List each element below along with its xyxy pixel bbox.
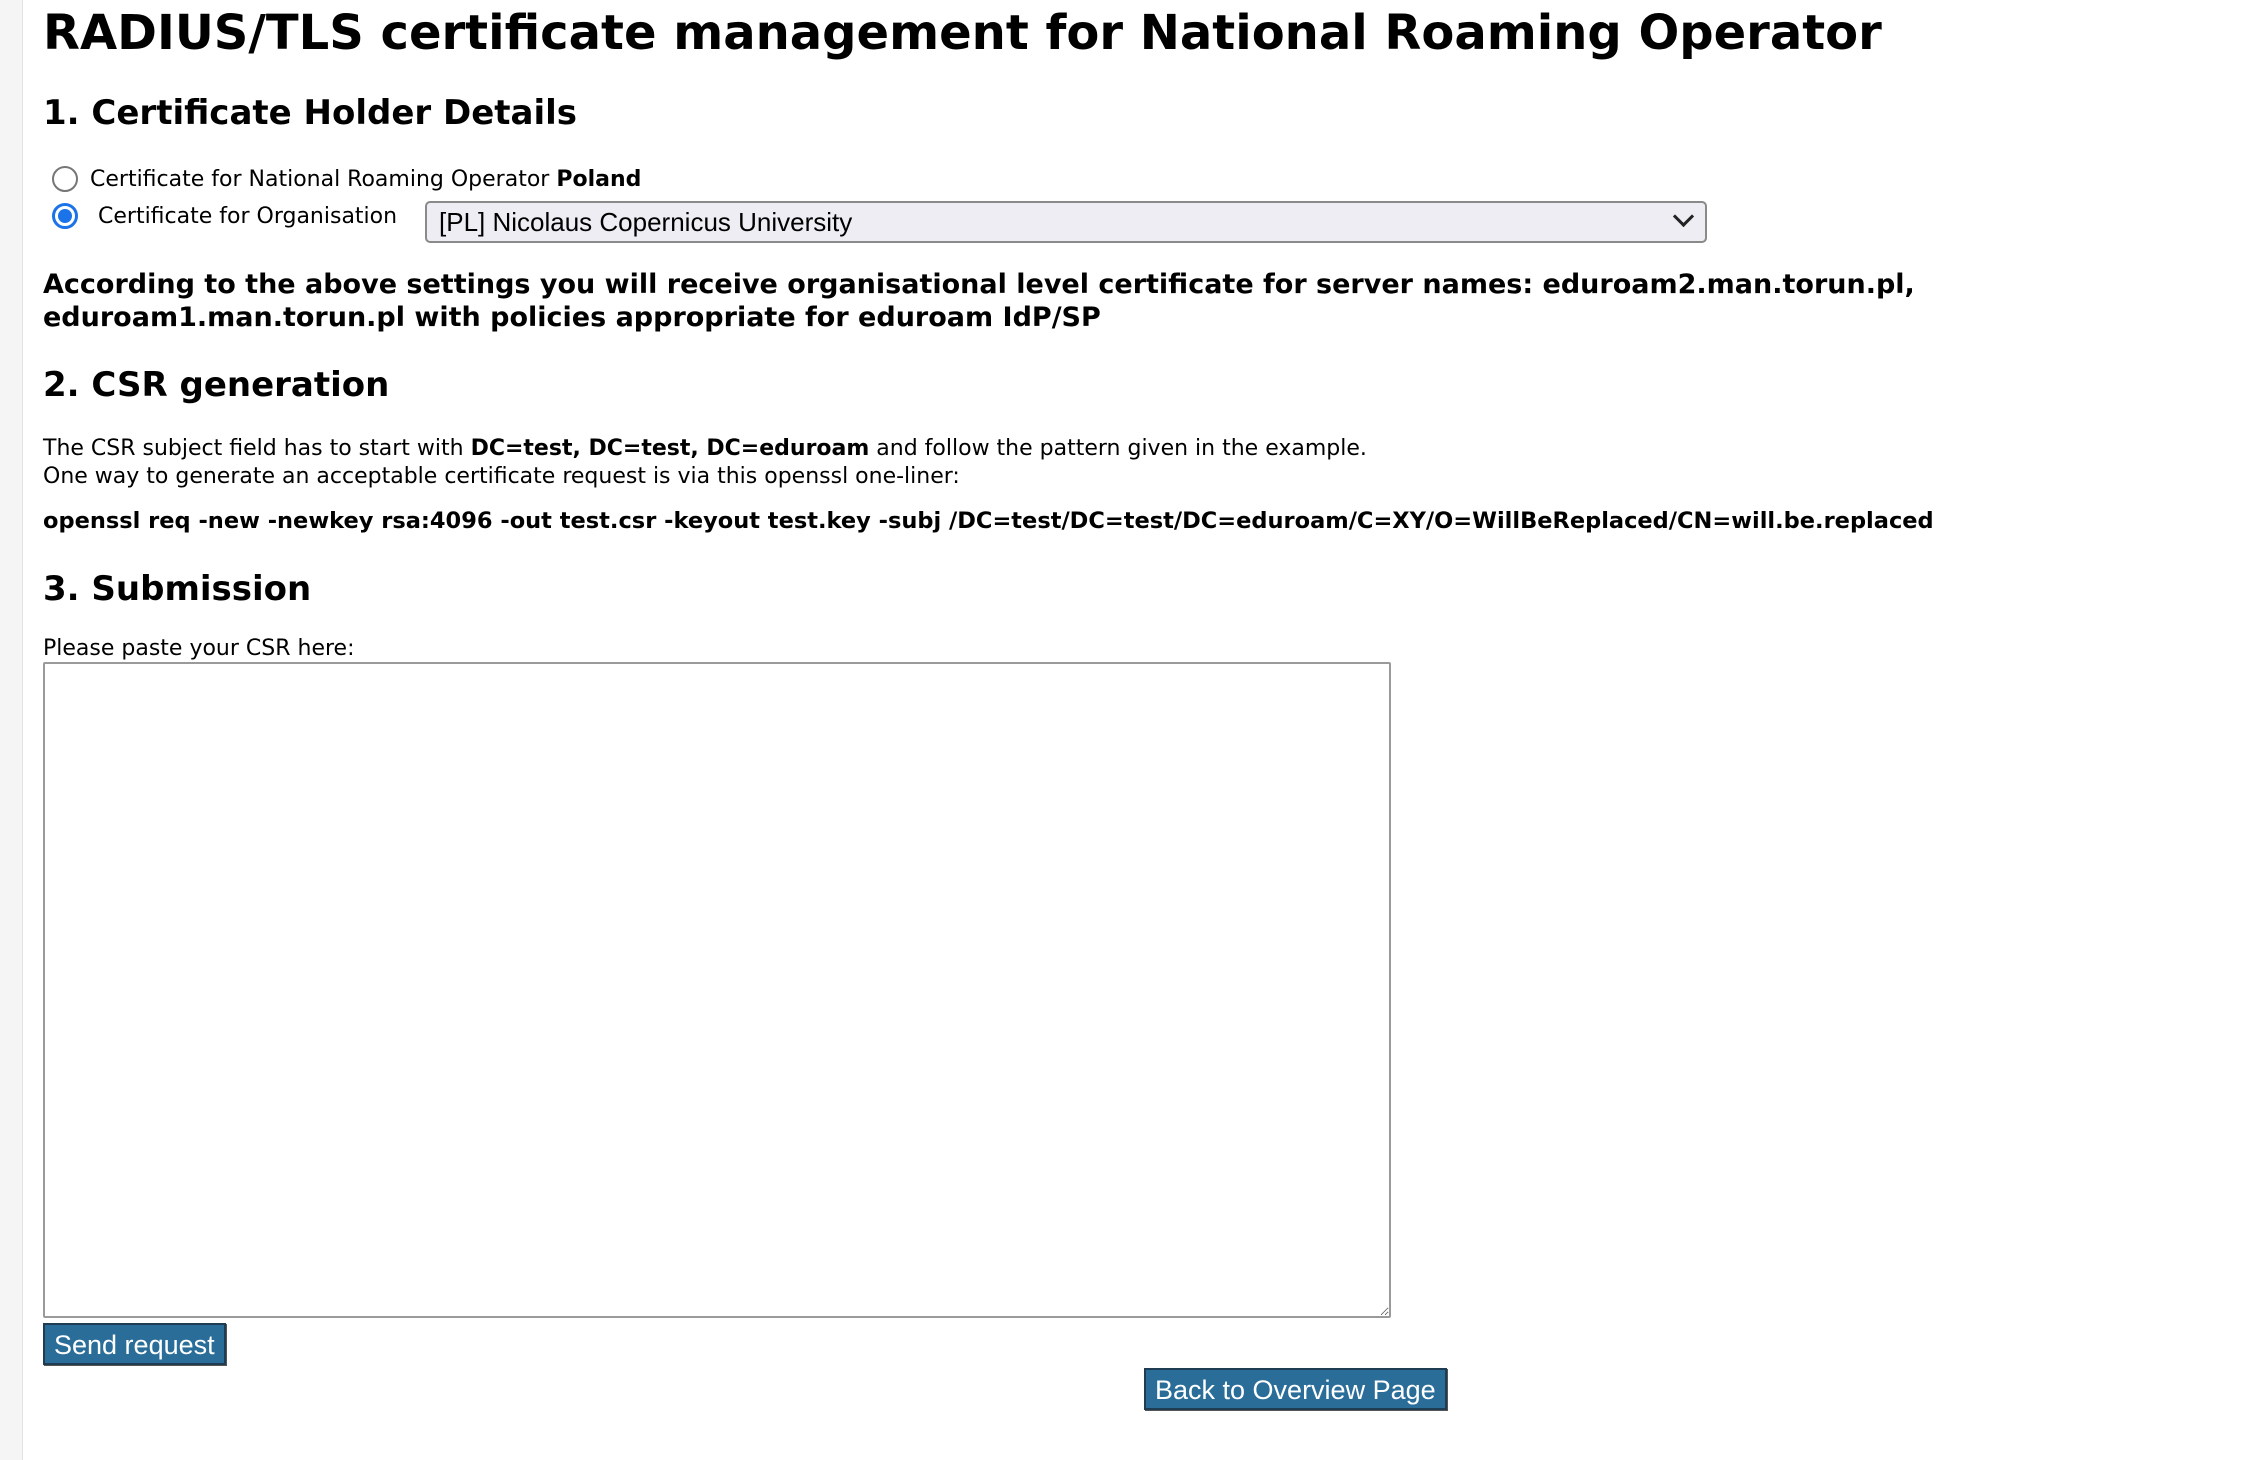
radio-nro-country: Poland — [556, 166, 642, 192]
radio-org-label: Certificate for Organisation — [98, 203, 398, 229]
left-border — [0, 0, 23, 1460]
radio-nro-label-text: Certificate for National Roaming Operator — [90, 166, 550, 192]
csr-textarea[interactable] — [43, 662, 1391, 1318]
radio-option-nro[interactable] — [52, 166, 641, 192]
chevron-down-icon — [1673, 206, 1694, 227]
back-to-overview-button[interactable]: Back to Overview Page — [1144, 1368, 1447, 1410]
page-title: RADIUS/TLS certificate management for National Roaming Operator — [43, 5, 1882, 61]
csr-instruction-suffix: and follow the pattern given in the example. — [876, 436, 1367, 461]
certificate-scope-note: According to the above settings you will receive organisational level certificate for server names: eduroam2.man.torun.pl, eduroam1.man.torun.pl with policies appropriate for eduroam IdP/SP — [43, 269, 1915, 333]
csr-subject-prefix: DC=test, DC=test, DC=eduroam — [470, 436, 870, 461]
radio-option-org[interactable] — [52, 203, 397, 229]
csr-instruction-line1 — [43, 436, 1367, 461]
radio-org[interactable] — [52, 203, 78, 229]
organisation-select-value: [PL] Nicolaus Copernicus University — [439, 206, 853, 237]
csr-paste-label: Please paste your CSR here: — [43, 636, 355, 661]
radio-nro-label — [90, 167, 641, 192]
organisation-select[interactable] — [425, 201, 1707, 243]
section-heading-csr: 2. CSR generation — [43, 365, 390, 405]
radio-nro[interactable] — [52, 166, 78, 192]
csr-instruction-prefix: The CSR subject field has to start with — [43, 436, 464, 461]
csr-instruction-line2: One way to generate an acceptable certificate request is via this openssl one-liner: — [43, 464, 960, 489]
openssl-command: openssl req -new -newkey rsa:4096 -out test.csr -keyout test.key -subj /DC=test/DC=test/DC=eduroam/C=XY/O=WillBeReplaced/CN=will.be.replaced — [43, 508, 1934, 534]
send-request-button[interactable]: Send request — [43, 1323, 226, 1365]
section-heading-submission: 3. Submission — [43, 569, 312, 609]
section-heading-holder: 1. Certificate Holder Details — [43, 93, 578, 133]
